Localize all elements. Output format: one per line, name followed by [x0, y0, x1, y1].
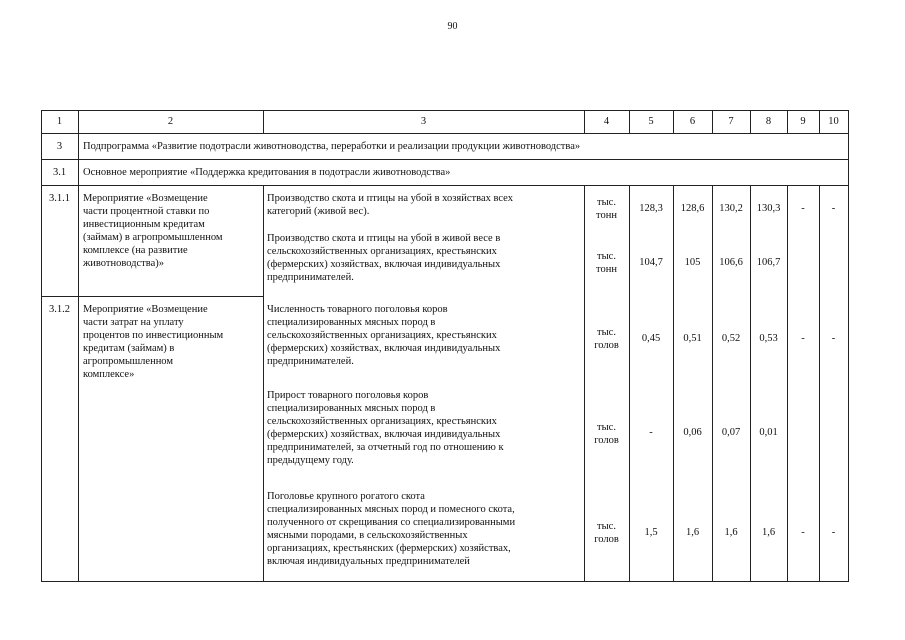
measure-text-line: Мероприятие «Возмещение — [83, 304, 208, 315]
indicator-value-7: 0,07 — [721, 427, 741, 438]
table-rule — [848, 110, 849, 582]
indicator-value-6: 128,6 — [680, 203, 705, 214]
indicator-value-9: - — [801, 203, 805, 214]
measure-text-line: комплексе (на развитие — [83, 245, 188, 256]
indicators-table — [41, 110, 849, 582]
indicator-value-10: - — [831, 203, 836, 214]
indicator-value-6: 0,06 — [683, 427, 702, 438]
indicator-value-7: 0,52 — [721, 333, 741, 344]
indicator-text-line: предыдущему году. — [267, 455, 354, 466]
indicator-value-6: 0,51 — [683, 333, 702, 344]
table-rule — [819, 185, 820, 582]
indicator-text-line: Производство скота и птицы на убой в живой весе в — [267, 233, 501, 244]
header-cell: 6 — [689, 116, 696, 127]
indicator-value-5: 128,3 — [639, 203, 663, 214]
table-rule — [263, 185, 264, 582]
indicator-text-line: Прирост товарного поголовья коров — [267, 390, 429, 401]
measure-text-line: части процентной ставки по — [83, 206, 210, 217]
header-cell: 3 — [420, 116, 427, 127]
indicator-value-8: 130,3 — [756, 203, 781, 214]
indicator-text-line: предпринимателей. — [267, 356, 354, 367]
main-activity-number: 3.1 — [52, 167, 67, 178]
measure-number: 3.1.2 — [49, 304, 70, 315]
indicator-text-line: специализированных мясных пород в — [267, 317, 436, 328]
indicator-text-line: категорий (живой вес). — [267, 206, 370, 217]
indicator-value-10: - — [831, 527, 836, 538]
table-rule — [41, 296, 263, 297]
indicator-text-line: мясными породами, в сельскохозяйственных — [267, 530, 468, 541]
table-rule — [41, 185, 849, 186]
indicator-value-5: 104,7 — [639, 257, 663, 268]
measure-text-line: Мероприятие «Возмещение — [83, 193, 208, 204]
indicator-unit: тонн — [596, 210, 617, 221]
measure-number: 3.1.1 — [49, 193, 70, 204]
indicator-text-line: Поголовье крупного рогатого скота — [267, 491, 425, 502]
header-cell: 1 — [56, 116, 63, 127]
header-cell: 10 — [828, 116, 839, 127]
indicator-value-8: 1,6 — [761, 527, 776, 538]
indicator-text-line: Производство скота и птицы на убой в хозяйствах всех — [267, 193, 513, 204]
measure-text-line: комплексе» — [83, 369, 135, 380]
indicator-unit: тыс. — [597, 251, 616, 262]
measure-text-line: инвестиционным кредитам — [83, 219, 205, 230]
indicator-text-line: сельскохозяйственных организациях, крестьянских — [267, 246, 497, 257]
table-rule — [41, 133, 849, 134]
table-rule — [629, 185, 630, 582]
indicator-unit: тыс. — [597, 521, 616, 532]
indicator-unit: тыс. — [597, 197, 616, 208]
page-number: 90 — [447, 21, 458, 32]
indicator-unit: голов — [594, 534, 619, 545]
measure-text-line: агропромышленном — [83, 356, 174, 367]
indicator-text-line: организациях, крестьянских (фермерских) хозяйствах, — [267, 543, 511, 554]
indicator-value-5: - — [649, 427, 653, 438]
table-rule — [787, 185, 788, 582]
indicator-value-9: - — [801, 527, 805, 538]
indicator-unit: голов — [594, 340, 619, 351]
indicator-value-8: 106,7 — [756, 257, 781, 268]
indicator-value-7: 130,2 — [719, 203, 743, 214]
header-cell: 4 — [603, 116, 610, 127]
indicator-value-7: 106,6 — [719, 257, 743, 268]
indicator-text-line: предпринимателей. — [267, 272, 354, 283]
indicator-value-10: - — [831, 333, 836, 344]
header-cell: 8 — [765, 116, 772, 127]
indicator-text-line: полученного от скрещивания со специализированными — [267, 517, 516, 528]
indicator-text-line: (фермерских) хозяйствах, включая индивидуальных — [267, 343, 501, 354]
subprogram-title: Подпрограмма «Развитие подотрасли животноводства, переработки и реализации продукции животноводства» — [83, 141, 581, 152]
indicator-text-line: Численность товарного поголовья коров — [267, 304, 448, 315]
table-rule — [41, 110, 849, 111]
indicator-unit: голов — [594, 435, 619, 446]
indicator-value-6: 105 — [684, 257, 701, 268]
header-cell: 9 — [800, 116, 806, 127]
main-activity-title: Основное мероприятие «Поддержка кредитования в подотрасли животноводства» — [83, 167, 451, 178]
indicator-text-line: (фермерских) хозяйствах, включая индивидуальных — [267, 259, 501, 270]
measure-text-line: кредитам (займам) в — [83, 343, 175, 354]
indicator-text-line: сельскохозяйственных организациях, крестьянских — [267, 416, 497, 427]
table-rule — [41, 159, 849, 160]
indicator-value-8: 0,01 — [759, 427, 778, 438]
table-rule — [750, 185, 751, 582]
indicator-value-7: 1,6 — [724, 527, 738, 538]
indicator-text-line: сельскохозяйственных организациях, крестьянских — [267, 330, 497, 341]
indicator-value-5: 1,5 — [644, 527, 658, 538]
indicator-value-5: 0,45 — [641, 333, 661, 344]
indicator-unit: тонн — [596, 264, 617, 275]
table-rule — [712, 185, 713, 582]
indicator-value-9: - — [801, 333, 805, 344]
table-rule — [41, 110, 42, 582]
measure-text-line: (займам) в агропромышленном — [83, 232, 223, 243]
indicator-text-line: (фермерских) хозяйствах, включая индивидуальных — [267, 429, 501, 440]
indicator-text-line: специализированных мясных пород в — [267, 403, 436, 414]
indicator-value-8: 0,53 — [759, 333, 778, 344]
indicator-text-line: предпринимателей, за отчетный год по отношению к — [267, 442, 504, 453]
indicator-unit: тыс. — [597, 422, 616, 433]
indicator-value-6: 1,6 — [685, 527, 700, 538]
header-cell: 2 — [167, 116, 174, 127]
indicator-text-line: специализированных мясных пород и помесного скота, — [267, 504, 515, 515]
header-cell: 5 — [648, 116, 654, 127]
indicator-unit: тыс. — [597, 327, 616, 338]
measure-text-line: части затрат на уплату — [83, 317, 184, 328]
measure-text-line: процентов по инвестиционным — [83, 330, 224, 341]
table-rule — [78, 110, 79, 582]
measure-text-line: животноводства)» — [83, 258, 164, 269]
table-rule — [41, 581, 849, 582]
subprogram-number: 3 — [56, 141, 63, 152]
indicator-text-line: включая индивидуальных предпринимателей — [267, 556, 470, 567]
header-cell: 7 — [728, 116, 734, 127]
table-rule — [673, 185, 674, 582]
